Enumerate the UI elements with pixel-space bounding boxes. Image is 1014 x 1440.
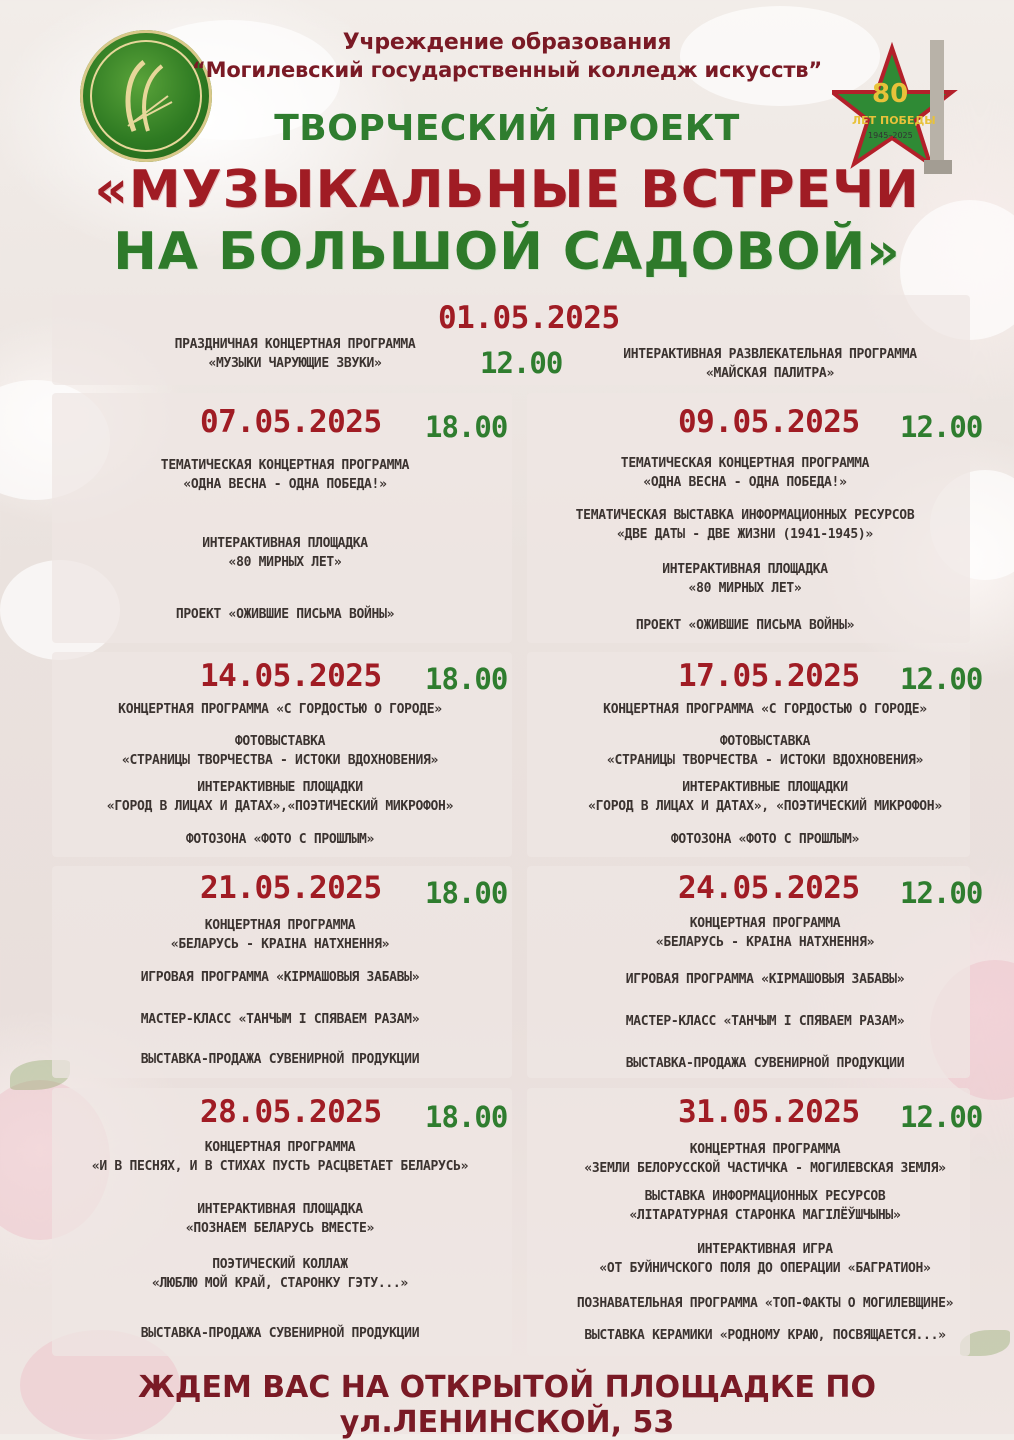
event-date: 17.05.2025 bbox=[678, 658, 860, 694]
event-item: МАСТЕР-КЛАСС «ТАНЧЫМ І СПЯВАЕМ РАЗАМ» bbox=[625, 1014, 905, 1029]
footer-address: ЖДЕМ ВАС НА ОТКРЫТОЙ ПЛОЩАДКЕ ПО ул.ЛЕНИНСКОЙ, 53 bbox=[138, 1370, 876, 1440]
event-time: 18.00 bbox=[425, 1100, 508, 1134]
event-time: 18.00 bbox=[425, 410, 508, 444]
event-item: ВЫСТАВКА-ПРОДАЖА СУВЕНИРНОЙ ПРОДУКЦИИ bbox=[140, 1052, 420, 1067]
event-date: 01.05.2025 bbox=[438, 300, 620, 336]
emblem-years: 1945–2025 bbox=[868, 131, 913, 140]
event-item: ИНТЕРАКТИВНАЯ ИГРА «ОТ БУЙНИЧСКОГО ПОЛЯ ДО ОПЕРАЦИИ «БАГРАТИОН» bbox=[599, 1242, 931, 1276]
event-date: 31.05.2025 bbox=[678, 1094, 860, 1130]
event-item: ВЫСТАВКА ИНФОРМАЦИОННЫХ РЕСУРСОВ «ЛІТАРАТУРНАЯ СТАРОНКА МАГІЛЁЎШЧЫНЫ» bbox=[629, 1189, 901, 1223]
event-time: 18.00 bbox=[425, 662, 508, 696]
event-time: 12.00 bbox=[900, 1100, 983, 1134]
event-item: ВЫСТАВКА КЕРАМИКИ «РОДНОМУ КРАЮ, ПОСВЯЩАЕТСЯ...» bbox=[584, 1328, 946, 1343]
emblem-text: ЛЕТ ПОБЕДЫ bbox=[852, 114, 936, 127]
event-item: КОНЦЕРТНАЯ ПРОГРАММА «С ГОРДОСТЬЮ О ГОРОДЕ» bbox=[603, 702, 927, 717]
event-date: 14.05.2025 bbox=[200, 658, 382, 694]
event-time: 12.00 bbox=[900, 410, 983, 444]
event-item: ФОТОВЫСТАВКА «СТРАНИЦЫ ТВОРЧЕСТВА - ИСТОКИ ВДОХНОВЕНИЯ» bbox=[121, 734, 439, 768]
event-item: ТЕМАТИЧЕСКАЯ КОНЦЕРТНАЯ ПРОГРАММА «ОДНА ВЕСНА - ОДНА ПОБЕДА!» bbox=[620, 456, 870, 490]
event-time: 12.00 bbox=[480, 346, 563, 380]
event-date: 24.05.2025 bbox=[678, 870, 860, 906]
event-item: ИГРОВАЯ ПРОГРАММА «КІРМАШОВЫЯ ЗАБАВЫ» bbox=[140, 970, 420, 985]
event-item: ПРОЕКТ «ОЖИВШИЕ ПИСЬМА ВОЙНЫ» bbox=[175, 607, 395, 622]
event-item: ФОТОЗОНА «ФОТО С ПРОШЛЫМ» bbox=[185, 832, 375, 847]
event-item: КОНЦЕРТНАЯ ПРОГРАММА «С ГОРДОСТЬЮ О ГОРОДЕ» bbox=[118, 702, 442, 717]
emblem-number: 80 bbox=[872, 79, 909, 109]
event-item: ФОТОЗОНА «ФОТО С ПРОШЛЫМ» bbox=[670, 832, 860, 847]
event-time: 12.00 bbox=[900, 876, 983, 910]
event-item: ФОТОВЫСТАВКА «СТРАНИЦЫ ТВОРЧЕСТВА - ИСТОКИ ВДОХНОВЕНИЯ» bbox=[606, 734, 924, 768]
event-item: ИНТЕРАКТИВНАЯ ПЛОЩАДКА «80 МИРНЫХ ЛЕТ» bbox=[202, 536, 368, 570]
event-item: КОНЦЕРТНАЯ ПРОГРАММА «ЗЕМЛИ БЕЛОРУССКОЙ ЧАСТИЧКА - МОГИЛЕВСКАЯ ЗЕМЛЯ» bbox=[584, 1142, 946, 1176]
event-item: ИНТЕРАКТИВНАЯ ПЛОЩАДКА «ПОЗНАЕМ БЕЛАРУСЬ ВМЕСТЕ» bbox=[185, 1202, 375, 1236]
event-item: ВЫСТАВКА-ПРОДАЖА СУВЕНИРНОЙ ПРОДУКЦИИ bbox=[140, 1326, 420, 1341]
event-item: КОНЦЕРТНАЯ ПРОГРАММА «БЕЛАРУСЬ - КРАІНА НАТХНЕННЯ» bbox=[655, 916, 875, 950]
event-item: КОНЦЕРТНАЯ ПРОГРАММА «БЕЛАРУСЬ - КРАІНА НАТХНЕННЯ» bbox=[170, 918, 390, 952]
event-date: 28.05.2025 bbox=[200, 1094, 382, 1130]
event-date: 21.05.2025 bbox=[200, 870, 382, 906]
event-item: ИНТЕРАКТИВНЫЕ ПЛОЩАДКИ «ГОРОД В ЛИЦАХ И ДАТАХ», «ПОЭТИЧЕСКИЙ МИКРОФОН» bbox=[588, 780, 942, 814]
event-item: МАСТЕР-КЛАСС «ТАНЧЫМ І СПЯВАЕМ РАЗАМ» bbox=[140, 1012, 420, 1027]
event-item: ТЕМАТИЧЕСКАЯ КОНЦЕРТНАЯ ПРОГРАММА «ОДНА ВЕСНА - ОДНА ПОБЕДА!» bbox=[160, 458, 410, 492]
event-item: ПРОЕКТ «ОЖИВШИЕ ПИСЬМА ВОЙНЫ» bbox=[635, 618, 855, 633]
event-item: ПОЭТИЧЕСКИЙ КОЛЛАЖ «ЛЮБЛЮ МОЙ КРАЙ, СТАРОНКУ ГЭТУ...» bbox=[152, 1257, 408, 1291]
project-label: ТВОРЧЕСКИЙ ПРОЕКТ bbox=[274, 108, 740, 149]
event-item: ПРАЗДНИЧНАЯ КОНЦЕРТНАЯ ПРОГРАММА «МУЗЫКИ ЧАРУЮЩИЕ ЗВУКИ» bbox=[174, 337, 416, 371]
event-date: 09.05.2025 bbox=[678, 404, 860, 440]
org-line-1: Учреждение образования bbox=[342, 30, 672, 55]
event-item: ИНТЕРАКТИВНАЯ РАЗВЛЕКАТЕЛЬНАЯ ПРОГРАММА «МАЙСКАЯ ПАЛИТРА» bbox=[623, 347, 917, 381]
event-item: КОНЦЕРТНАЯ ПРОГРАММА «И В ПЕСНЯХ, И В СТИХАХ ПУСТЬ РАСЦВЕТАЕТ БЕЛАРУСЬ» bbox=[91, 1140, 469, 1174]
event-item: ПОЗНАВАТЕЛЬНАЯ ПРОГРАММА «ТОП-ФАКТЫ О МОГИЛЕВЩИНЕ» bbox=[576, 1296, 954, 1311]
event-item: ИНТЕРАКТИВНЫЕ ПЛОЩАДКИ «ГОРОД В ЛИЦАХ И ДАТАХ»,«ПОЭТИЧЕСКИЙ МИКРОФОН» bbox=[106, 780, 454, 814]
title-line-2: НА БОЛЬШОЙ САДОВОЙ» bbox=[113, 222, 901, 282]
event-item: ТЕМАТИЧЕСКАЯ ВЫСТАВКА ИНФОРМАЦИОННЫХ РЕСУРСОВ «ДВЕ ДАТЫ - ДВЕ ЖИЗНИ (1941-1945)» bbox=[575, 508, 915, 542]
title-line-1: «МУЗЫКАЛЬНЫЕ ВСТРЕЧИ bbox=[94, 160, 920, 220]
event-item: ИГРОВАЯ ПРОГРАММА «КІРМАШОВЫЯ ЗАБАВЫ» bbox=[625, 972, 905, 987]
event-item: ВЫСТАВКА-ПРОДАЖА СУВЕНИРНОЙ ПРОДУКЦИИ bbox=[625, 1056, 905, 1071]
org-line-2: “Могилевский государственный колледж искусств” bbox=[192, 58, 822, 82]
event-time: 18.00 bbox=[425, 876, 508, 910]
event-date: 07.05.2025 bbox=[200, 404, 382, 440]
event-item: ИНТЕРАКТИВНАЯ ПЛОЩАДКА «80 МИРНЫХ ЛЕТ» bbox=[662, 562, 828, 596]
event-time: 12.00 bbox=[900, 662, 983, 696]
